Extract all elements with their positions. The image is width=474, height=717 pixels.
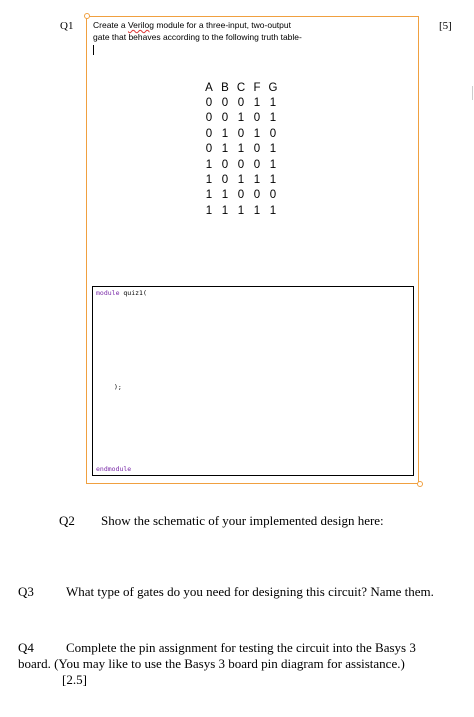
scrollbar-indicator[interactable] bbox=[472, 86, 473, 100]
cell: 1 bbox=[253, 204, 261, 217]
module-signature: quiz1( bbox=[119, 289, 147, 297]
cell: 0 bbox=[253, 189, 261, 202]
header-g: G bbox=[268, 81, 278, 94]
header-a: A bbox=[205, 81, 213, 94]
cell: 1 bbox=[269, 97, 277, 110]
cell: 1 bbox=[205, 174, 213, 187]
q1-prompt-part2: module for a three-input, two-output bbox=[153, 20, 291, 30]
q4-text-line1: Complete the pin assignment for testing the circuit into the Basys 3 bbox=[66, 640, 416, 655]
cell: 1 bbox=[269, 143, 277, 156]
resize-handle-top-left[interactable] bbox=[84, 13, 90, 19]
cell: 1 bbox=[253, 174, 261, 187]
cell: 1 bbox=[269, 174, 277, 187]
cell: 0 bbox=[269, 127, 277, 140]
cell: 0 bbox=[221, 174, 229, 187]
cell: 0 bbox=[269, 189, 277, 202]
cell: 0 bbox=[253, 143, 261, 156]
cell: 0 bbox=[205, 127, 213, 140]
cell: 1 bbox=[269, 204, 277, 217]
table-row bbox=[201, 142, 281, 157]
q2-text: Show the schematic of your implemented design here: bbox=[101, 513, 384, 528]
code-editor-box[interactable] bbox=[92, 286, 414, 476]
cell: 0 bbox=[237, 189, 245, 202]
cell: 0 bbox=[237, 158, 245, 171]
cell: 1 bbox=[237, 112, 245, 125]
q4-marks: [2.5] bbox=[62, 672, 87, 687]
cell: 1 bbox=[205, 204, 213, 217]
table-row bbox=[201, 172, 281, 187]
q1-number: Q1 bbox=[60, 20, 74, 32]
resize-handle-bottom-right[interactable] bbox=[417, 481, 423, 487]
table-row bbox=[201, 188, 281, 203]
cell: 1 bbox=[253, 97, 261, 110]
header-c: C bbox=[236, 81, 246, 94]
cell: 0 bbox=[253, 112, 261, 125]
header-f: F bbox=[253, 81, 261, 94]
table-row bbox=[201, 126, 281, 141]
cell: 0 bbox=[237, 97, 245, 110]
table-row bbox=[201, 111, 281, 126]
q3-text: What type of gates do you need for designing this circuit? Name them. bbox=[66, 584, 434, 599]
text-cursor bbox=[93, 45, 94, 55]
cell: 1 bbox=[269, 112, 277, 125]
cell: 0 bbox=[205, 112, 213, 125]
code-line-endmodule bbox=[96, 465, 131, 473]
q1-marks: [5] bbox=[439, 20, 452, 32]
q3-number: Q3 bbox=[18, 584, 34, 599]
code-line-module bbox=[96, 289, 147, 297]
cell: 1 bbox=[205, 158, 213, 171]
table-row bbox=[201, 203, 281, 218]
cell: 1 bbox=[237, 204, 245, 217]
cell: 0 bbox=[205, 143, 213, 156]
endmodule-keyword: endmodule bbox=[96, 465, 132, 473]
cell: 1 bbox=[237, 143, 245, 156]
cell: 1 bbox=[269, 158, 277, 171]
cell: 1 bbox=[221, 189, 229, 202]
cell: 0 bbox=[221, 112, 229, 125]
table-row bbox=[201, 95, 281, 110]
cell: 1 bbox=[237, 174, 245, 187]
cell: 1 bbox=[221, 143, 229, 156]
truth-table-header-row bbox=[201, 80, 281, 95]
q4-text-line2: board. (You may like to use the Basys 3 board pin diagram for assistance.) bbox=[18, 656, 405, 671]
module-keyword: module bbox=[96, 289, 120, 297]
cell: 0 bbox=[221, 158, 229, 171]
q1-prompt-line2: gate that behaves according to the following truth table- bbox=[93, 31, 302, 42]
cell: 0 bbox=[253, 158, 261, 171]
cell: 0 bbox=[221, 97, 229, 110]
cell: 1 bbox=[205, 189, 213, 202]
q4-number: Q4 bbox=[18, 640, 34, 655]
cell: 1 bbox=[221, 127, 229, 140]
cell: 1 bbox=[253, 127, 261, 140]
truth-table bbox=[201, 80, 281, 219]
cell: 1 bbox=[221, 204, 229, 217]
code-line-close: ); bbox=[114, 383, 122, 391]
header-b: B bbox=[221, 81, 229, 94]
q1-prompt-verilog: Verilog bbox=[127, 20, 154, 30]
cell: 0 bbox=[237, 127, 245, 140]
table-row bbox=[201, 157, 281, 172]
q2-number: Q2 bbox=[59, 513, 75, 528]
q1-prompt-part1: Create a bbox=[93, 20, 128, 30]
cell: 0 bbox=[205, 97, 213, 110]
q1-prompt bbox=[93, 20, 323, 43]
